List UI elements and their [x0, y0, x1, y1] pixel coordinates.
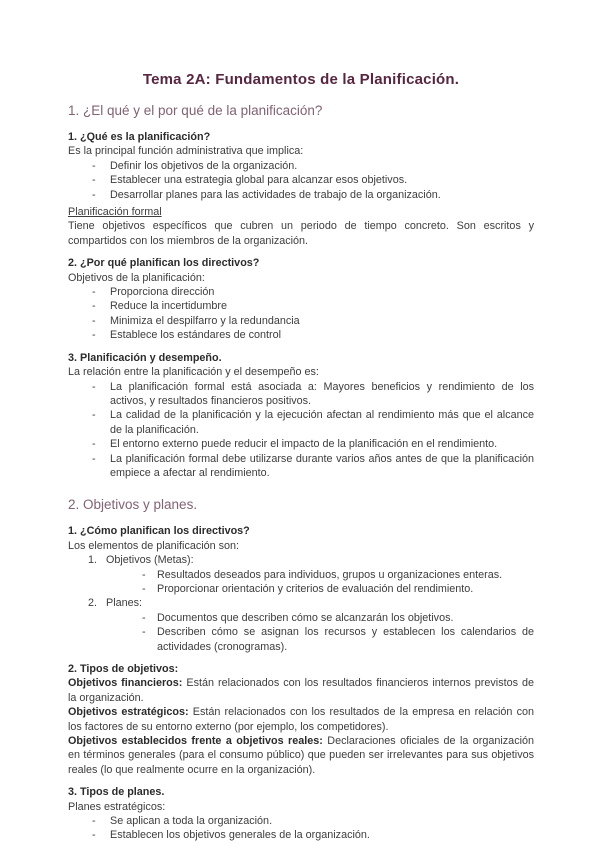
dash-bullet: - — [92, 159, 96, 172]
dash-bullet: - — [142, 626, 146, 639]
list-item — [92, 380, 534, 409]
term-text: Declaraciones oficiales de la organización en términos generales (para el consumo público) que pueden ser irrelevantes para sus objetivos reales (lo que realmente ocurre en la organización). — [68, 735, 534, 776]
paragraph: Objetivos de la planificación: — [68, 271, 205, 284]
list-item-text: La planificación formal está asociada a: Mayores beneficios y rendimiento de los activos, y resultados financieros positivos. — [110, 380, 534, 407]
numbered-list — [68, 553, 534, 654]
section-1 — [68, 102, 534, 480]
list-item — [92, 188, 534, 202]
subheading: 3. Planificación y desempeño. — [68, 351, 222, 364]
subheading: 1. ¿Qué es la planificación? — [68, 131, 211, 143]
list-item — [92, 328, 534, 342]
list-item — [92, 408, 534, 437]
number-label: 1. — [88, 554, 98, 567]
list-item — [92, 285, 534, 299]
list-item-text: La calidad de la planificación y la ejecución afectan al rendimiento más que el alcance de la planificación. — [110, 409, 534, 436]
definition-paragraph — [68, 734, 534, 777]
list-item — [92, 159, 534, 173]
dash-list — [68, 285, 534, 343]
dash-bullet: - — [92, 452, 96, 465]
numbered-item-text: Planes: — [106, 597, 143, 610]
paragraph: Tiene objetivos específicos que cubren un periodo de tiempo concreto. Son escritos y compartidos con los miembros de la organización. — [68, 220, 534, 247]
dash-bullet: - — [92, 409, 96, 422]
paragraph: Los elementos de planificación son: — [68, 539, 240, 552]
list-item-text: Proporciona dirección — [110, 286, 215, 299]
list-item-text: Definir los objetivos de la organización. — [110, 159, 298, 172]
definition-paragraph — [68, 676, 534, 705]
list-item-text: Establecen los objetivos generales de la organización. — [110, 829, 370, 842]
subheading: 2. ¿Por qué planifican los directivos? — [68, 257, 260, 270]
dash-bullet: - — [92, 188, 96, 201]
sub-list-item-text: Proporcionar orientación y criterios de evaluación del rendimiento. — [157, 582, 474, 595]
sub-list-item — [142, 625, 534, 654]
subheading: 2. Tipos de objetivos: — [68, 663, 179, 675]
list-item-text: Establecer una estrategia global para alcanzar esos objetivos. — [110, 174, 408, 187]
dash-bullet: - — [92, 329, 96, 342]
paragraph: Planes estratégicos: — [68, 800, 166, 813]
dash-bullet: - — [142, 582, 146, 595]
paragraph: La relación entre la planificación y el desempeño es: — [68, 366, 319, 379]
dash-bullet: - — [92, 300, 96, 313]
dash-bullet: - — [142, 611, 146, 624]
list-item — [92, 452, 534, 481]
dash-bullet: - — [92, 438, 96, 451]
sub-list-item-text: Documentos que describen cómo se alcanzarán los objetivos. — [157, 611, 454, 624]
dash-bullet: - — [92, 380, 96, 393]
dash-bullet: - — [92, 286, 96, 299]
section-heading: 1. ¿El qué y el por qué de la planificación? — [68, 103, 323, 118]
dash-bullet: - — [92, 829, 96, 842]
list-item-text: Se aplican a toda la organización. — [110, 815, 273, 828]
dash-list — [68, 814, 534, 843]
dash-bullet: - — [92, 815, 96, 828]
sub-list-item-text: Resultados deseados para individuos, grupos u organizaciones enteras. — [157, 568, 503, 581]
definition-paragraph — [68, 705, 534, 734]
list-item-text: La planificación formal debe utilizarse durante varios años antes de que la planificación empiece a afectar al rendimiento. — [110, 452, 534, 479]
term-label: Objetivos financieros: — [68, 677, 183, 690]
list-item — [92, 828, 534, 842]
list-item-text: Minimiza el despilfarro y la redundancia — [110, 314, 300, 327]
sub-list-item — [142, 568, 534, 582]
term-label: Objetivos establecidos frente a objetivos reales: — [68, 735, 323, 748]
section-2 — [68, 496, 534, 843]
dash-list — [68, 159, 534, 202]
sub-list-item-text: Describen cómo se asignan los recursos y establecen los calendarios de actividades (cronogramas). — [157, 626, 534, 653]
list-item — [92, 173, 534, 187]
list-item — [92, 814, 534, 828]
subheading: 3. Tipos de planes. — [68, 786, 165, 799]
list-item-text: El entorno externo puede reducir el impacto de la planificación en el rendimiento. — [110, 438, 498, 451]
list-item-text: Desarrollar planes para las actividades de trabajo de la organización. — [110, 188, 441, 201]
numbered-item — [88, 596, 534, 610]
section-heading: 2. Objetivos y planes. — [68, 497, 198, 513]
subheading: 1. ¿Cómo planifican los directivos? — [68, 525, 250, 538]
dash-bullet: - — [92, 174, 96, 187]
list-item — [92, 437, 534, 451]
number-label: 2. — [88, 597, 98, 610]
numbered-item-text: Objetivos (Metas): — [106, 554, 194, 567]
numbered-item — [88, 553, 534, 567]
list-item-text: Establece los estándares de control — [110, 329, 282, 342]
list-item — [92, 314, 534, 328]
document-title: Tema 2A: Fundamentos de la Planificación. — [142, 71, 460, 88]
list-item-text: Reduce la incertidumbre — [110, 300, 228, 313]
term-label: Objetivos estratégicos: — [68, 706, 189, 719]
paragraph: Es la principal función administrativa que implica: — [68, 145, 304, 158]
list-item — [92, 299, 534, 313]
term-text: Están relacionados con los resultados de la empresa en relación con los factores de su entorno externo (por ejemplo, los competidores). — [68, 706, 534, 733]
paragraph: Planificación formal — [68, 206, 162, 219]
dash-list — [68, 380, 534, 481]
document-body — [68, 102, 534, 843]
dash-bullet: - — [142, 568, 146, 581]
term-text: Están relacionados con los resultados financieros internos previstos de la organización. — [68, 677, 534, 704]
dash-bullet: - — [92, 314, 96, 327]
sub-list-item — [142, 582, 534, 596]
sub-list-item — [142, 611, 534, 625]
